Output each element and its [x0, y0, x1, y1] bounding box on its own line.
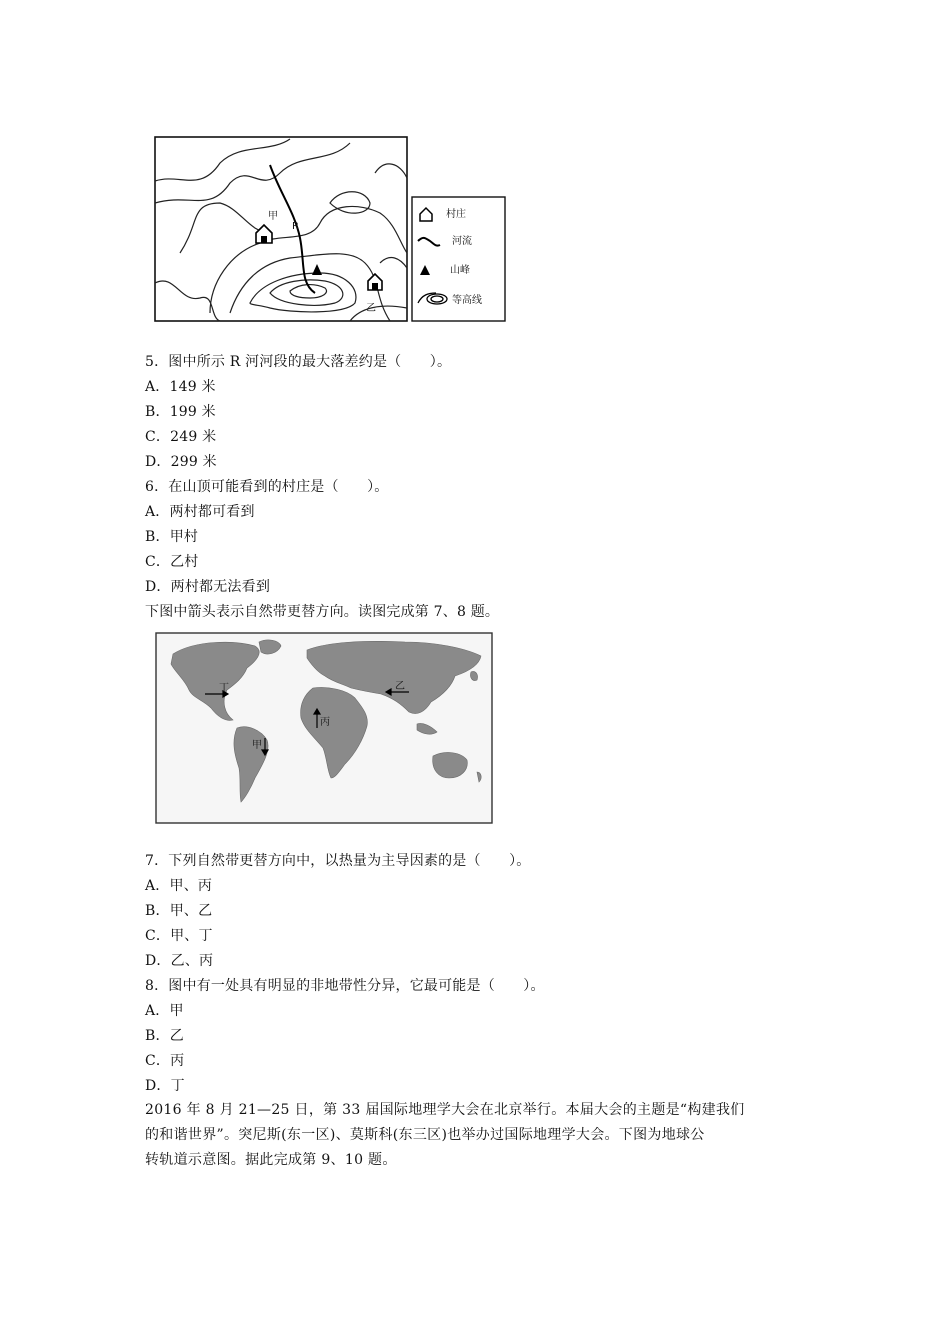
intro-questions-7-8: 下图中箭头表示自然带更替方向。读图完成第 7、8 题。 — [145, 604, 500, 620]
question-8-option-d: D．丁 — [145, 1078, 185, 1094]
question-7-option-c: C．甲、丁 — [145, 928, 213, 944]
question-5-option-d: D．299 米 — [145, 454, 217, 470]
question-5-option-b: B．199 米 — [145, 404, 216, 420]
intro-questions-9-10 — [145, 1098, 825, 1173]
map-frame — [155, 137, 407, 321]
question-6-option-b: B．甲村 — [145, 529, 199, 545]
question-8-option-b: B．乙 — [145, 1028, 184, 1044]
legend-label-contour: 等高线 — [452, 295, 482, 306]
question-7-option-d: D．乙、丙 — [145, 953, 214, 969]
question-6-option-d: D．两村都无法看到 — [145, 579, 271, 595]
intro-line-1: 2016 年 8 月 21—25 日，第 33 届国际地理学大会在北京举行。本届大会的主题是“构建我们 — [145, 1102, 745, 1118]
label-ding: 丁 — [219, 683, 229, 694]
contour-map-figure — [150, 133, 510, 325]
question-5-stem: 5．图中所示 R 河河段的最大落差约是（ ）。 — [145, 354, 452, 370]
question-6-option-a: A．两村都可看到 — [145, 504, 255, 520]
question-7-option-b: B．甲、乙 — [145, 903, 213, 919]
intro-line-2: 的和谐世界”。突尼斯(东一区)、莫斯科(东三区)也举办过国际地理学大会。下图为地球公 — [145, 1127, 705, 1143]
legend-label-river: 河流 — [452, 236, 472, 247]
question-8-option-c: C．丙 — [145, 1053, 185, 1069]
question-5-option-c: C．249 米 — [145, 429, 217, 445]
question-8-stem: 8．图中有一处具有明显的非地带性分异，它最可能是（ ）。 — [145, 978, 545, 994]
question-7-option-a: A．甲、丙 — [145, 878, 213, 894]
question-6-option-c: C．乙村 — [145, 554, 199, 570]
label-jia: 甲 — [268, 211, 278, 222]
label-bing: 丙 — [320, 717, 330, 728]
label-river-r: R — [292, 221, 299, 232]
label-yi: 乙 — [395, 681, 405, 692]
label-yi: 乙 — [366, 303, 376, 314]
question-7-stem: 7．下列自然带更替方向中，以热量为主导因素的是（ ）。 — [145, 853, 531, 869]
legend-label-village: 村庄 — [446, 209, 466, 220]
world-map-figure — [155, 632, 493, 824]
question-6-stem: 6．在山顶可能看到的村庄是（ ）。 — [145, 479, 389, 495]
intro-line-3: 转轨道示意图。据此完成第 9、10 题。 — [145, 1152, 397, 1168]
label-jia: 甲 — [252, 740, 262, 751]
legend-label-peak: 山峰 — [450, 265, 470, 276]
question-5-option-a: A．149 米 — [145, 379, 216, 395]
japan — [470, 671, 477, 680]
question-8-option-a: A．甲 — [145, 1003, 184, 1019]
